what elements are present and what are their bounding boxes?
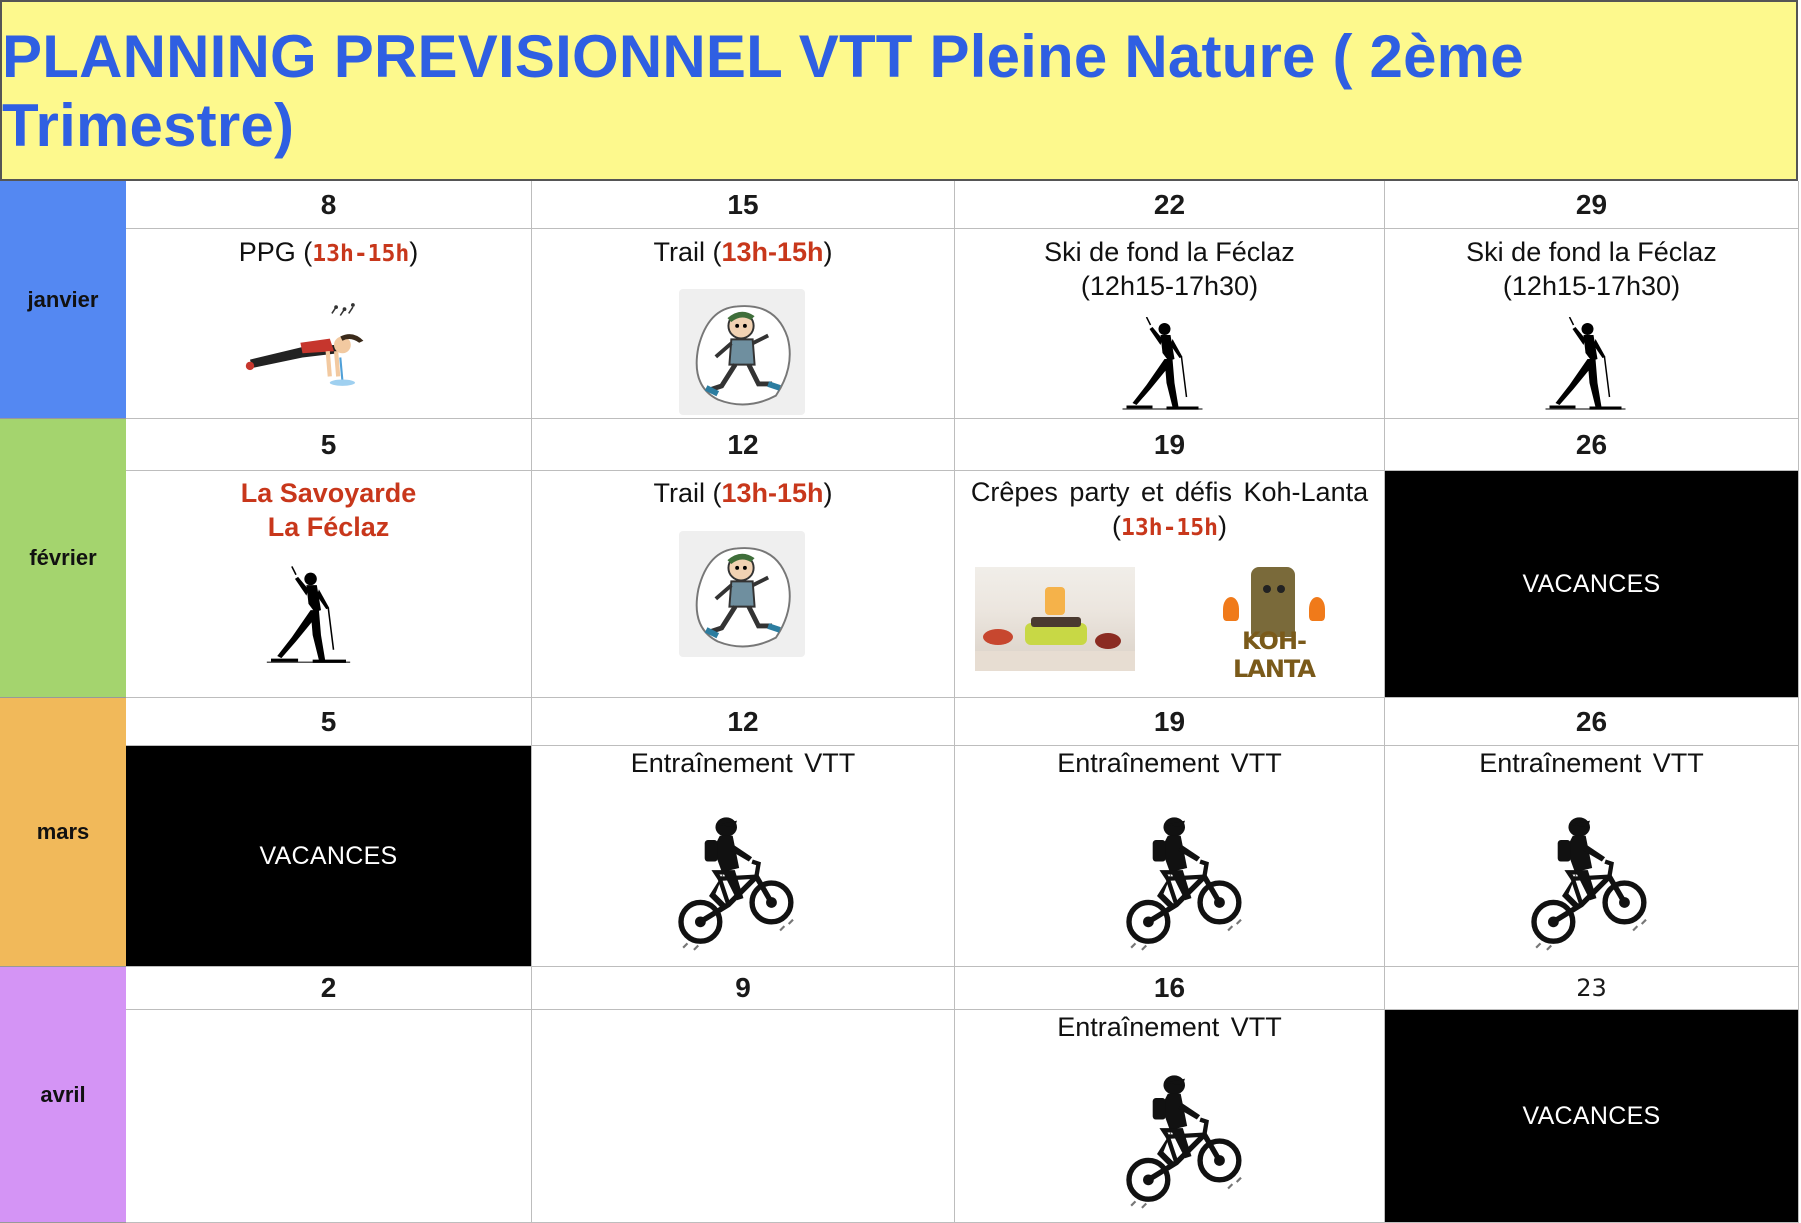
mountain-biker-icon bbox=[1120, 812, 1250, 952]
day-avril-2: 2 bbox=[126, 967, 532, 1010]
cell-janvier-15 bbox=[532, 229, 955, 419]
skier-icon bbox=[246, 566, 371, 671]
vacances-label: VACANCES bbox=[1522, 1101, 1661, 1130]
cell-janvier-8 bbox=[126, 229, 532, 419]
cell-fevrier-26-vacances bbox=[1385, 471, 1799, 698]
crepe-party-photo bbox=[975, 567, 1135, 671]
activity-la-savoyarde: La Savoyarde La Féclaz bbox=[240, 478, 417, 542]
cell-janvier-22 bbox=[955, 229, 1385, 419]
cell-mars-12 bbox=[532, 746, 955, 967]
mountain-biker-icon bbox=[1120, 1070, 1250, 1210]
activity-trail: Trail (13h-15h) bbox=[653, 478, 833, 508]
month-label-janvier: janvier bbox=[0, 181, 126, 419]
day-janvier-22: 22 bbox=[955, 181, 1385, 229]
day-avril-23: 23 bbox=[1385, 967, 1799, 1010]
cell-avril-16 bbox=[955, 1010, 1385, 1223]
cell-avril-2-empty bbox=[126, 1010, 532, 1223]
title-banner bbox=[0, 0, 1798, 181]
cell-mars-5-vacances bbox=[126, 746, 532, 967]
month-label-fevrier: février bbox=[0, 419, 126, 698]
skier-icon bbox=[1100, 317, 1225, 417]
plank-exercise-icon bbox=[238, 284, 388, 389]
page-title: PLANNING PREVISIONNEL VTT Pleine Nature ( 2ème Trimestre) bbox=[2, 22, 1524, 159]
cell-fevrier-5 bbox=[126, 471, 532, 698]
activity-ski-de-fond: Ski de fond la Féclaz (12h15-17h30) bbox=[1466, 237, 1717, 301]
activity-ppg: PPG (13h-15h) bbox=[238, 237, 419, 267]
day-avril-16: 16 bbox=[955, 967, 1385, 1010]
cell-fevrier-19 bbox=[955, 471, 1385, 698]
day-avril-9: 9 bbox=[532, 967, 955, 1010]
day-fevrier-12: 12 bbox=[532, 419, 955, 471]
day-fevrier-26: 26 bbox=[1385, 419, 1799, 471]
day-janvier-29: 29 bbox=[1385, 181, 1799, 229]
day-fevrier-19: 19 bbox=[955, 419, 1385, 471]
day-mars-12: 12 bbox=[532, 698, 955, 746]
vacances-label: VACANCES bbox=[259, 841, 398, 870]
mountain-biker-icon bbox=[1525, 812, 1655, 952]
activity-entrainement-vtt: Entraînement VTT bbox=[1479, 748, 1704, 778]
activity-entrainement-vtt: Entraînement VTT bbox=[630, 748, 856, 778]
day-mars-26: 26 bbox=[1385, 698, 1799, 746]
activity-entrainement-vtt: Entraînement VTT bbox=[1057, 1012, 1282, 1042]
runner-cartoon-icon bbox=[679, 531, 805, 657]
month-label-mars: mars bbox=[0, 698, 126, 967]
day-mars-5: 5 bbox=[126, 698, 532, 746]
cell-fevrier-12 bbox=[532, 471, 955, 698]
day-fevrier-5: 5 bbox=[126, 419, 532, 471]
day-janvier-8: 8 bbox=[126, 181, 532, 229]
cell-mars-26 bbox=[1385, 746, 1799, 967]
activity-crepes-party: Crêpes party et défis Koh-Lanta (13h-15h) bbox=[970, 477, 1369, 541]
skier-icon bbox=[1523, 317, 1648, 417]
activity-ski-de-fond: Ski de fond la Féclaz (12h15-17h30) bbox=[1044, 237, 1295, 301]
day-janvier-15: 15 bbox=[532, 181, 955, 229]
activity-entrainement-vtt: Entraînement VTT bbox=[1057, 748, 1282, 778]
cell-avril-23-vacances bbox=[1385, 1010, 1799, 1223]
runner-cartoon-icon bbox=[679, 289, 805, 415]
vacances-label: VACANCES bbox=[1522, 569, 1661, 598]
activity-trail: Trail (13h-15h) bbox=[653, 237, 833, 267]
mountain-biker-icon bbox=[672, 812, 802, 952]
day-mars-19: 19 bbox=[955, 698, 1385, 746]
cell-mars-19 bbox=[955, 746, 1385, 967]
month-label-avril: avril bbox=[0, 967, 126, 1223]
koh-lanta-logo: KOH-LANTA bbox=[1215, 567, 1333, 671]
cell-janvier-29 bbox=[1385, 229, 1799, 419]
cell-avril-9-empty bbox=[532, 1010, 955, 1223]
